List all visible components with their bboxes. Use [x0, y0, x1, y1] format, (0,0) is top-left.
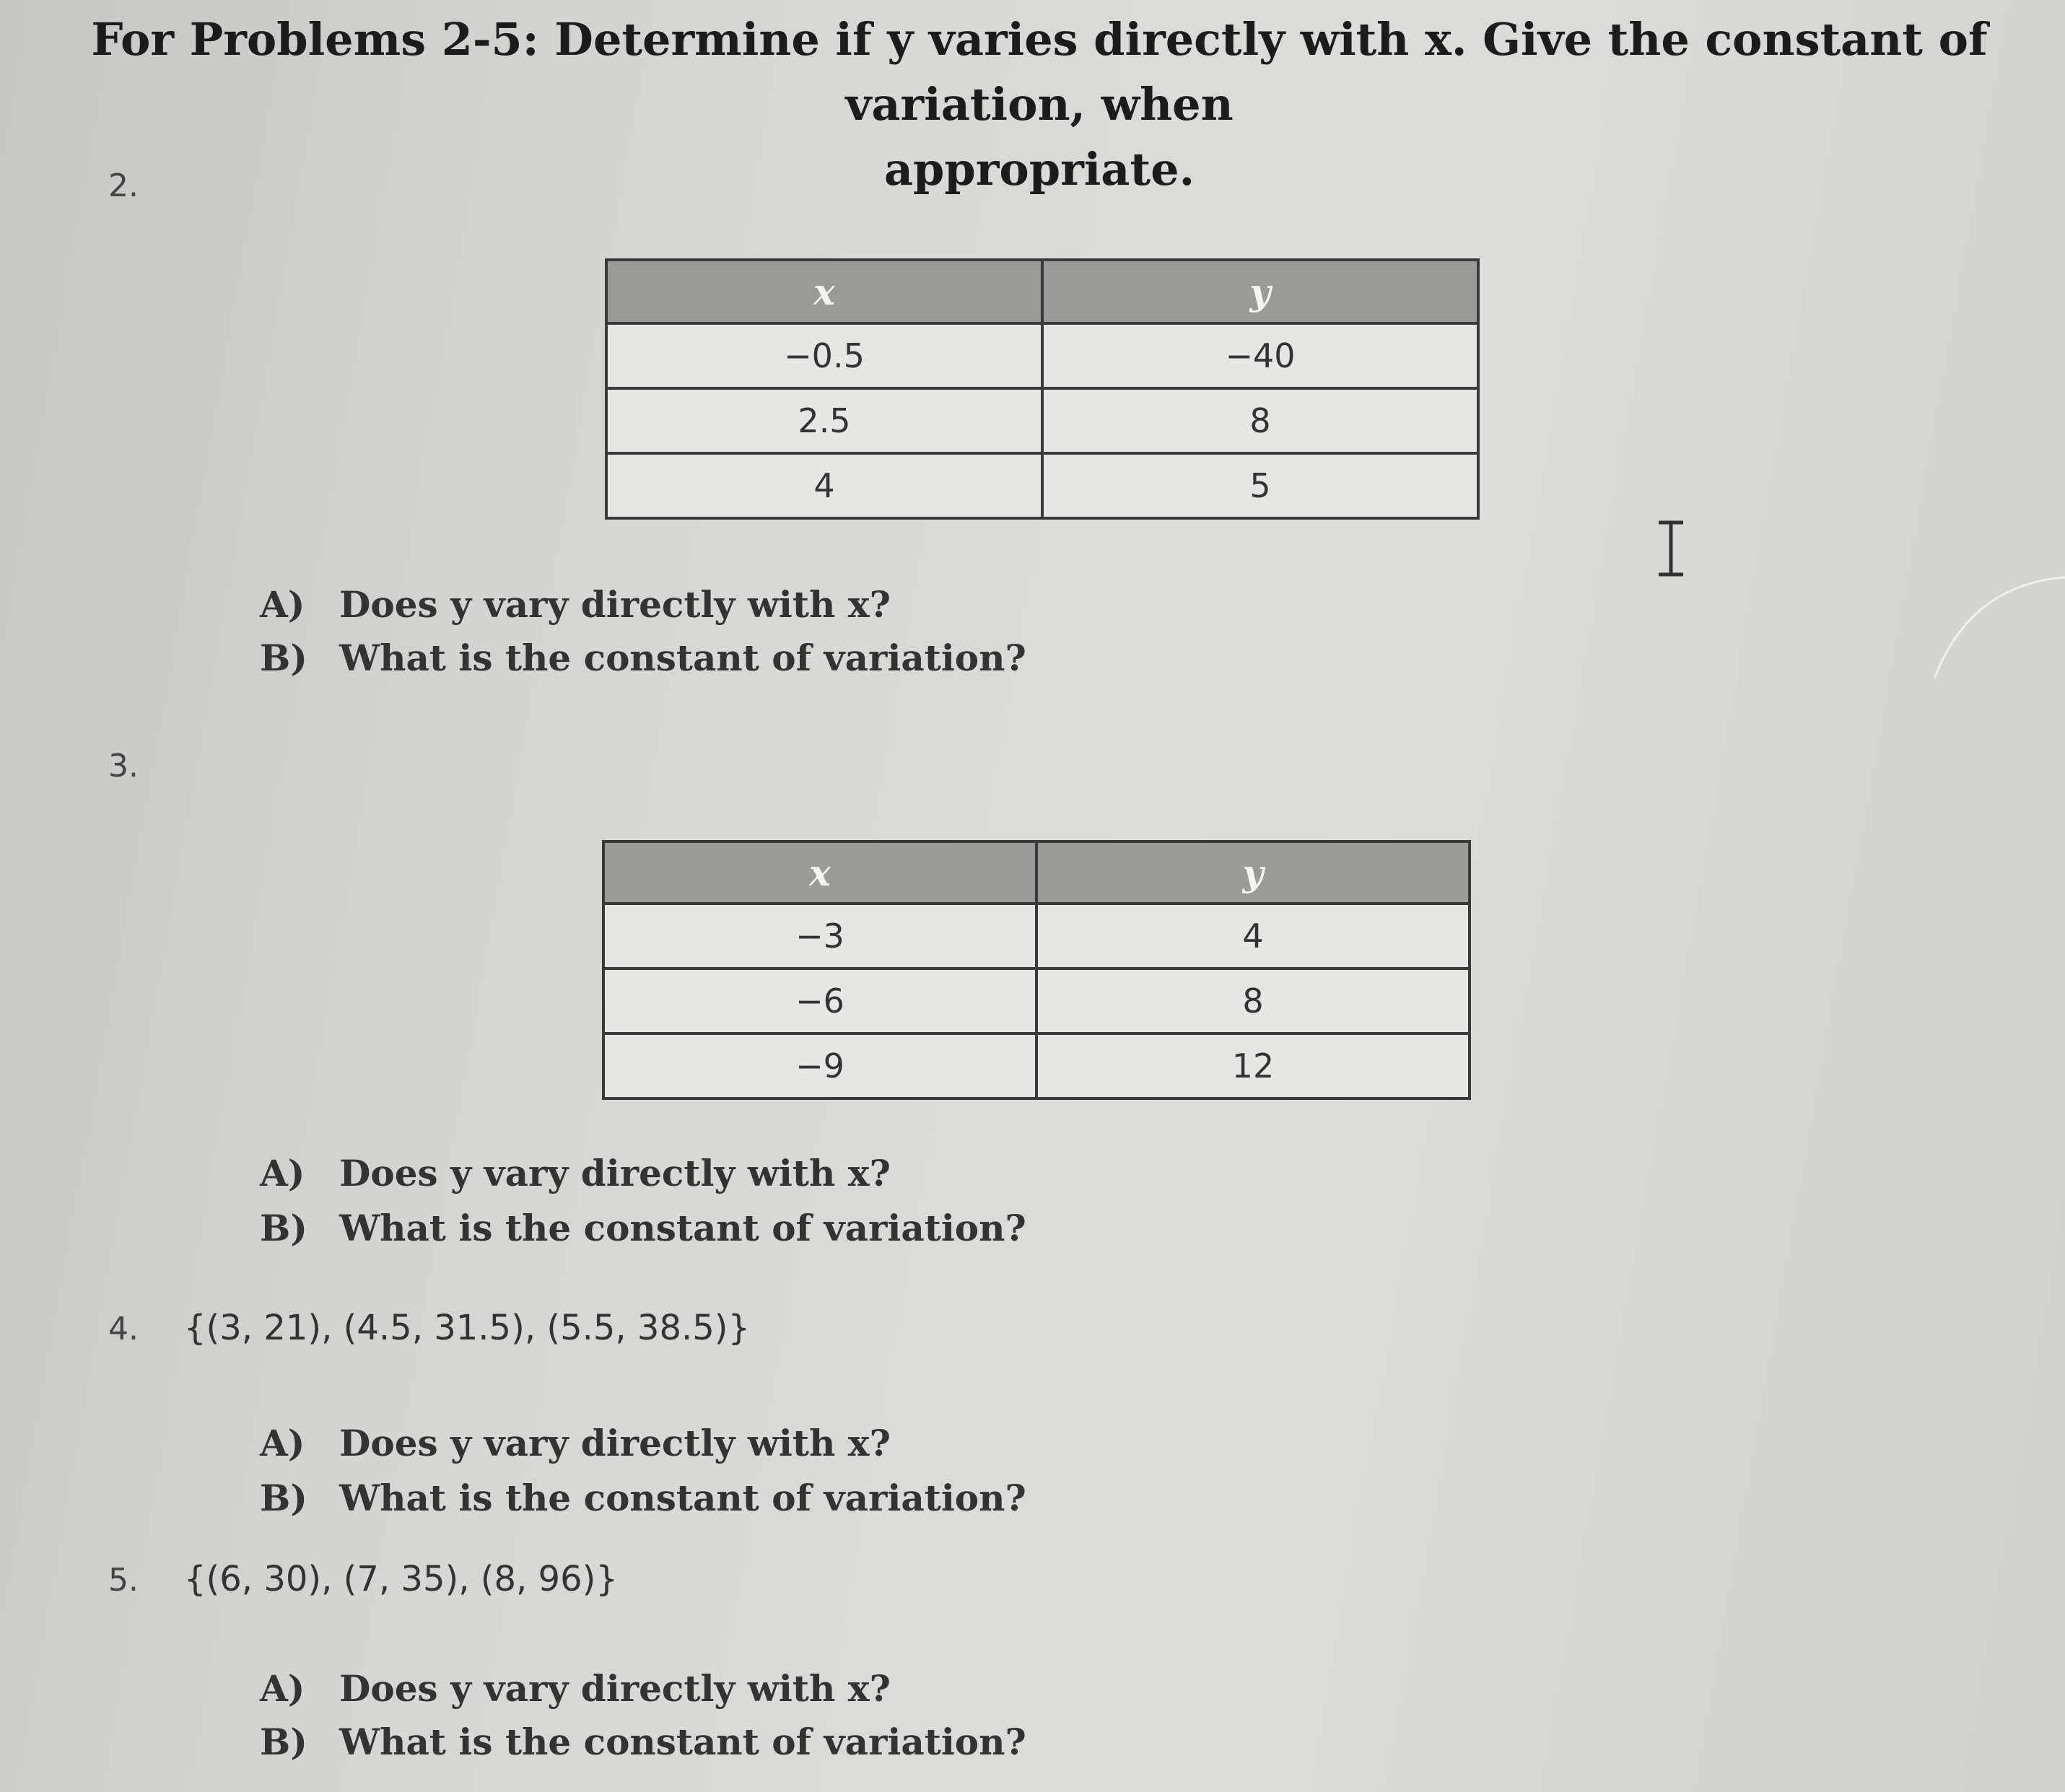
text-cursor-icon [1653, 520, 1689, 577]
question-letter: B) [260, 1207, 307, 1249]
problem-3-table [602, 840, 1471, 1100]
problem-2-number: 2. [108, 167, 139, 204]
table-row [603, 969, 1470, 1033]
question-text: Does y vary directly with x? [339, 1152, 891, 1194]
problem-4-question-b [260, 1477, 1026, 1519]
question-text: What is the constant of variation? [339, 637, 1026, 679]
question-text: Does y vary directly with x? [339, 1422, 891, 1464]
problem-2-question-a [260, 583, 891, 626]
question-text: What is the constant of variation? [339, 1207, 1026, 1249]
table-cell-y: 5 [1042, 453, 1478, 518]
table-cell-y: 8 [1042, 388, 1478, 453]
question-letter: A) [260, 1667, 305, 1710]
table-cell-x: −6 [603, 969, 1036, 1033]
table-cell-x: −3 [603, 904, 1036, 969]
question-letter: A) [260, 1152, 305, 1194]
table-row [606, 453, 1478, 518]
column-header-y: y [1036, 842, 1470, 904]
question-text: What is the constant of variation? [339, 1721, 1026, 1763]
question-letter: A) [260, 1422, 305, 1464]
table-row [603, 904, 1470, 969]
problem-4-question-a [260, 1422, 891, 1464]
table-cell-y: 4 [1036, 904, 1470, 969]
table-row [606, 323, 1478, 388]
table-cell-x: 2.5 [606, 388, 1042, 453]
problem-4-point-set: {(3, 21), (4.5, 31.5), (5.5, 38.5)} [184, 1308, 751, 1348]
problem-2-table [605, 258, 1480, 520]
question-text: What is the constant of variation? [339, 1477, 1026, 1519]
table-row [603, 1033, 1470, 1098]
problem-3-number: 3. [108, 748, 139, 784]
problem-4-number: 4. [108, 1311, 139, 1347]
instructions-line-2: appropriate. [883, 143, 1195, 196]
problem-5-number: 5. [108, 1562, 139, 1599]
question-text: Does y vary directly with x? [339, 583, 891, 626]
question-letter: B) [260, 637, 307, 679]
table-cell-y: −40 [1042, 323, 1478, 388]
problem-5-point-set: {(6, 30), (7, 35), (8, 96)} [184, 1559, 618, 1599]
question-letter: B) [260, 1721, 307, 1763]
table-cell-y: 12 [1036, 1033, 1470, 1098]
table-header-row [606, 260, 1478, 323]
table-cell-x: −0.5 [606, 323, 1042, 388]
problem-5-question-b [260, 1721, 1026, 1763]
table-cell-y: 8 [1036, 969, 1470, 1033]
table-cell-x: 4 [606, 453, 1042, 518]
question-letter: A) [260, 583, 305, 626]
question-letter: B) [260, 1477, 307, 1519]
screen-edge-curve [1934, 570, 2065, 686]
column-header-x: x [606, 260, 1042, 323]
table-cell-x: −9 [603, 1033, 1036, 1098]
problem-3-question-a [260, 1152, 891, 1194]
instructions-heading [87, 7, 1992, 202]
table-header-row [603, 842, 1470, 904]
column-header-x: x [603, 842, 1036, 904]
question-text: Does y vary directly with x? [339, 1667, 891, 1710]
column-header-y: y [1042, 260, 1478, 323]
problem-2-question-b [260, 637, 1026, 679]
instructions-line-1: For Problems 2-5: Determine if y varies directly with x. Give the constant of variation, when [91, 13, 1988, 131]
problem-3-question-b [260, 1207, 1026, 1249]
table-row [606, 388, 1478, 453]
problem-5-question-a [260, 1667, 891, 1710]
